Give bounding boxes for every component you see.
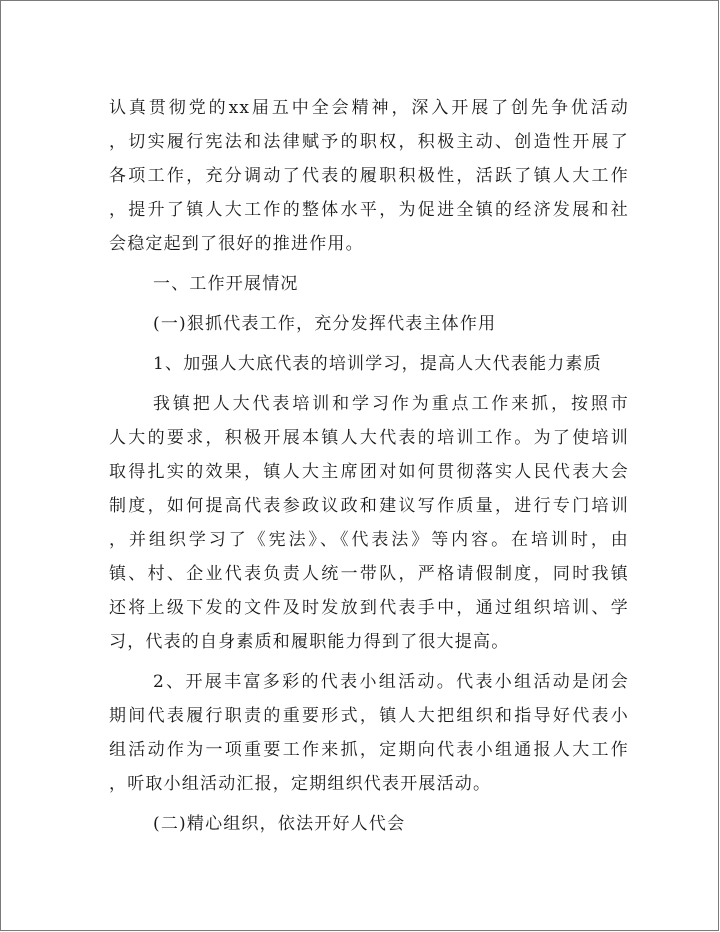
text-line: ，并组织学习了《宪法》、《代表法》等内容。在培训时，由 — [109, 530, 629, 550]
section-heading: 一、工作开展情况 — [153, 274, 299, 294]
subsection-heading: (二)精心组织，依法开好人代会 — [153, 814, 406, 834]
text-line: 习，代表的自身素质和履职能力得到了很大提高。 — [109, 632, 510, 652]
text-line: ，切实履行宪法和法律赋予的职权，积极主动、创造性开展了 — [109, 132, 629, 152]
text-line: 取得扎实的效果，镇人大主席团对如何贯彻落实人民代表大会 — [109, 462, 629, 482]
text-line: 认真贯彻党的xx届五中全会精神，深入开展了创先争优活动 — [109, 98, 629, 118]
text-line: 2、开展丰富多彩的代表小组活动。代表小组活动是闭会 — [153, 672, 629, 692]
item-heading: 1、加强人大底代表的培训学习，提高人大代表能力素质 — [153, 354, 602, 374]
text-line: ，听取小组活动汇报，定期组织代表开展活动。 — [109, 774, 492, 794]
text-line: 镇、村、企业代表负责人统一带队，严格请假制度，同时我镇 — [109, 564, 629, 584]
paragraph-groups — [109, 665, 629, 801]
text-line: 我镇把人大代表培训和学习作为重点工作来抓，按照市 — [153, 394, 629, 414]
text-line: 各项工作，充分调动了代表的履职积极性，活跃了镇人大工作 — [109, 166, 629, 186]
subsection-heading: (一)狠抓代表工作，充分发挥代表主体作用 — [153, 314, 497, 334]
paragraph-intro — [109, 91, 629, 261]
text-line: 会稳定起到了很好的推进作用。 — [109, 234, 364, 254]
text-line: 人大的要求，积极开展本镇人大代表的培训工作。为了使培训 — [109, 428, 629, 448]
text-line: 组活动作为一项重要工作来抓，定期向代表小组通报人大工作 — [109, 740, 629, 760]
document-body — [109, 91, 629, 841]
text-line: 还将上级下发的文件及时发放到代表手中，通过组织培训、学 — [109, 598, 629, 618]
text-line: 期间代表履行职责的重要形式，镇人大把组织和指导好代表小 — [109, 706, 629, 726]
paragraph-training — [109, 387, 629, 659]
text-line: ，提升了镇人大工作的整体水平，为促进全镇的经济发展和社 — [109, 200, 629, 220]
text-line: 制度，如何提高代表参政议政和建议写作质量，进行专门培训 — [109, 496, 629, 516]
